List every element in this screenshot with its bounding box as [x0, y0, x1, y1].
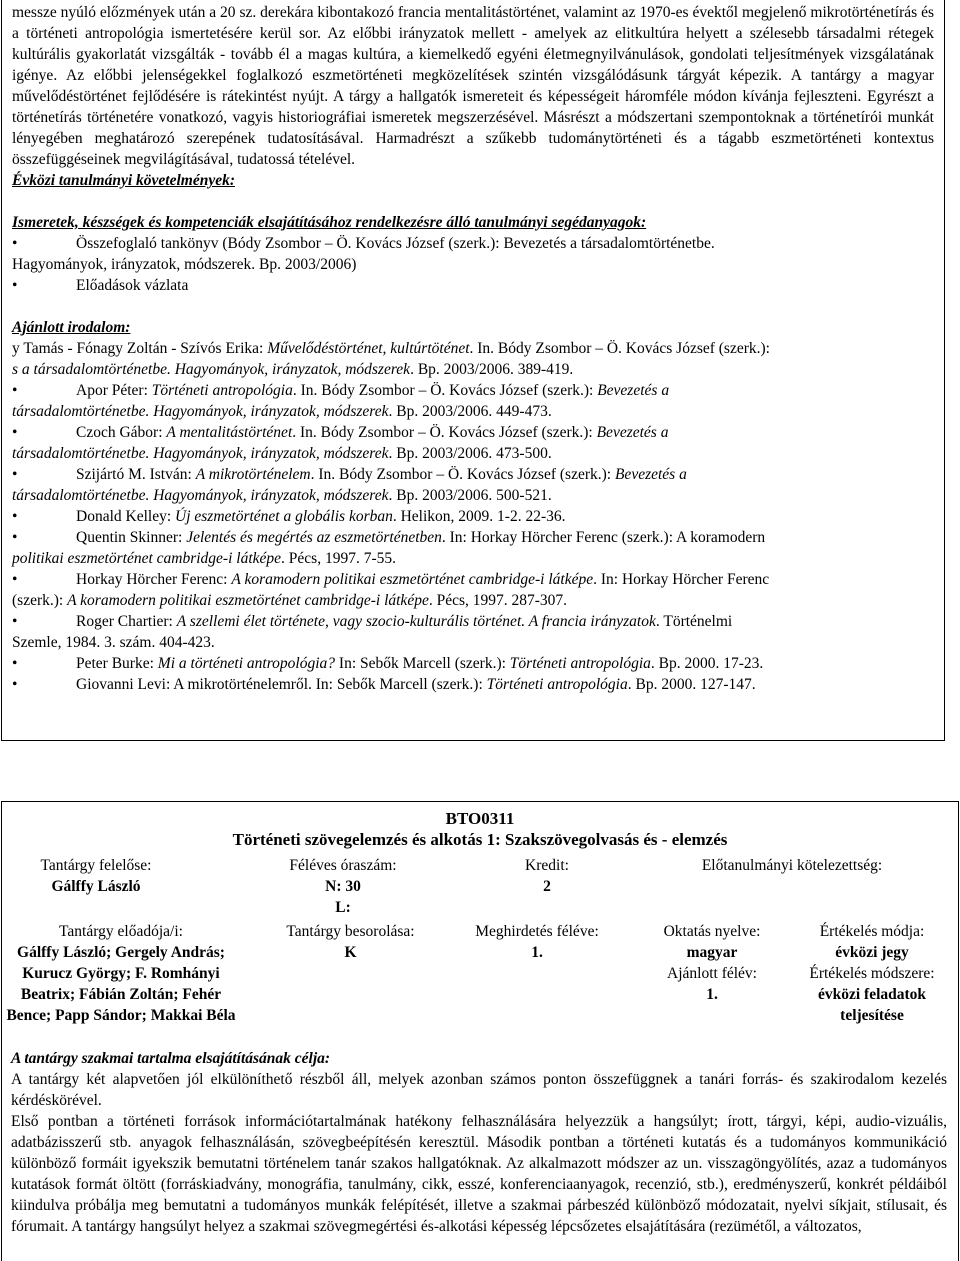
literature-item: • Peter Burke: Mi a történeti antropológia? In: Sebők Marcell (szerk.): Történeti antropológia. Bp. 2000. 17-23.: [12, 655, 764, 672]
evaluation-cell: [797, 921, 947, 1026]
semester-value: 1.: [531, 944, 543, 961]
evaluation-method-value: évközi feladatok teljesítése: [817, 986, 927, 1024]
literature-item-cut: y Tamás - Fónagy Zoltán - Szívós Erika: Művelődéstörténet, kultúrtöténet. In. Bódy Zsombor – Ö. Kovács József (szerk.):: [12, 340, 770, 357]
aids-heading: Ismeretek, készségek és kompetenciák elsajátításához rendelkezésre álló tanulmányi segédanyagok:: [12, 214, 647, 231]
evaluation-value: évközi jegy: [835, 944, 909, 961]
literature-item-cut-continued: s a társadalomtörténetbe. Hagyományok, irányzatok, módszerek. Bp. 2003/2006. 389-419.: [12, 361, 574, 378]
responsible-value: Gálffy László: [51, 878, 141, 895]
credit-label: Kredit:: [525, 857, 569, 874]
literature-item: • Szijártó M. István: A mikrotörténelem. In. Bódy Zsombor – Ö. Kovács József (szerk.): Bevezetés a: [12, 466, 687, 483]
hours-cell: [268, 855, 418, 918]
literature-item-continued: (szerk.): A koramodern politikai eszmetörténet cambridge-i látképe. Pécs, 1997. 287-307.: [12, 592, 568, 609]
literature-item: • Horkay Hörcher Ferenc: A koramodern politikai eszmetörténet cambridge-i látképe. In: Horkay Hörcher Ferenc: [12, 571, 770, 588]
literature-heading: Ajánlott irodalom:: [12, 319, 131, 336]
goal-paragraph: Első pontban a történeti források információtartalmának hatékony felhasználására helyezzük a hangsúlyt; írott, tárgyi, képi, audio-vizuális, adatbázisszerű stb. anyagok felhasználásán, szövegbeépítésén keresztül. Második pontban a történeti kutatás és a tudományos kommunikáció különböző formáit igyekszik bemutatni történelem tanár szakos hallgatóknak. Az alkalmazott módszer az un. visszagöngyölítés, azaz a tudományos kutatások formát öltött (forráskiadvány, monográfia, tanulmány, cikk, esszé, konferenciaanyagok, recenzió, stb.), eredményszerű, konkrét példáiból kiindulva próbálja meg bemutatni a tudományos munkák felépítését, illetve a szakmai párbeszéd különböző módozatait, nyelvi síkjait, stílusait, és fórumait. A tantárgy hangsúlyt helyez a szakmai szövegmegértési és-alkotási képesség lépcsőzetes elsajátítására (rezümétől, a változatos,: [11, 1113, 947, 1235]
aid-item-continued: Hagyományok, irányzatok, módszerek. Bp. 2003/2006): [12, 256, 357, 273]
course-sheet: [1, 801, 959, 1261]
language-label: Oktatás nyelve:: [663, 923, 761, 940]
hours-l: L:: [335, 899, 351, 916]
teacher-label: Tantárgy előadója/i:: [59, 923, 183, 940]
credit-value: 2: [543, 878, 551, 895]
literature-item-continued: társadalomtörténetbe. Hagyományok, irányzatok, módszerek. Bp. 2003/2006. 473-500.: [12, 445, 552, 462]
goal-heading: A tantárgy szakmai tartalma elsajátításának célja:: [11, 1050, 331, 1067]
semester-cell: [457, 921, 617, 963]
course-title: Történeti szövegelemzés és alkotás 1: Szakszövegolvasás és - elemzés: [232, 830, 728, 849]
responsible-cell: [10, 855, 182, 897]
requirements-heading: Évközi tanulmányi követelmények:: [12, 172, 236, 189]
literature-item: • Czoch Gábor: A mentalitástörténet. In. Bódy Zsombor – Ö. Kovács József (szerk.): Bevezetés a: [12, 424, 669, 441]
hours-label: Féléves óraszám:: [289, 857, 397, 874]
teacher-cell: [6, 921, 236, 1026]
evaluation-method-label: Értékelés módszere:: [809, 965, 935, 982]
prereq-label: Előtanulmányi kötelezettség:: [701, 857, 883, 874]
responsible-label: Tantárgy felelőse:: [40, 857, 152, 874]
literature-item-continued: politikai eszmetörténet cambridge-i látképe. Pécs, 1997. 7-55.: [12, 550, 396, 567]
aid-item: • Összefoglaló tankönyv (Bódy Zsombor – Ö. Kovács József (szerk.): Bevezetés a társadalomtörténetbe.: [12, 235, 715, 252]
intro-paragraph: messze nyúló előzmények után a 20 sz. derekára kibontakozó francia mentalitástörténet, valamint az 1970-es évektől megjelenő mikrotörténetírás és a történeti antropológia ismertetésére kerül sor. Az előbbi irányzatok mellett - amelyek az elitkultúra helyett a szélesebb társadalmi rétegek kultúrális gyakorlatát vizsgálták - tovább él a magas kultúra, a kiemelkedő egyéni életmegnyilvánulások, gondolati teljesítmények vizsgálatának igénye. Az előbbi jelenségekkel foglalkozó eszmetörténeti megközelítések szintén vizsgálódásunk tárgyát képezik. A tantárgy a magyar művelődéstörténet fejlődésére is rátekintést nyújt. A tárgy a hallgatók ismereteit és képességeit háromféle módon kívánja fejleszteni. Egyrészt a történetírás történetére vonatkozó, vagyis historiográfiai ismeretek megszerzésével. Másrészt a módszertani szempontoknak a történetírói munkát lényegében meghatározó szerepének tudatosításával. Harmadrészt a szűkebb tudománytörténeti és a tágabb eszmetörténeti kontextus összefüggéseinek megvilágításával, tudatossá tételével.: [12, 4, 934, 168]
spacer: [12, 191, 934, 212]
classification-label: Tantárgy besorolása:: [286, 923, 415, 940]
aid-item: • Előadások vázlata: [12, 277, 189, 294]
goal-text: [11, 1069, 947, 1237]
recommended-label: Ajánlott félév:: [667, 965, 757, 982]
credit-cell: [502, 855, 592, 897]
semester-label: Meghirdetés féléve:: [475, 923, 599, 940]
classification-value: K: [344, 944, 357, 961]
goal-paragraph: A tantárgy két alapvetően jól elkülöníthető részből áll, melyek azonban számos ponton összefüggnek a tanári forrás- és szakirodalom kezelés kérdéskörével.: [11, 1071, 947, 1109]
hours-n: N: 30: [325, 878, 361, 895]
spacer: [12, 296, 934, 317]
prereq-cell: [682, 855, 902, 876]
literature-item-continued: Szemle, 1984. 3. szám. 404-423.: [12, 634, 215, 651]
literature-item: • Apor Péter: Történeti antropológia. In. Bódy Zsombor – Ö. Kovács József (szerk.): Bevezetés a: [12, 382, 670, 399]
literature-item: • Giovanni Levi: A mikrotörténelemről. In: Sebők Marcell (szerk.): Történeti antropológia. Bp. 2000. 127-147.: [12, 676, 756, 693]
evaluation-label: Értékelés módja:: [819, 923, 925, 940]
literature-item-continued: társadalomtörténetbe. Hagyományok, irányzatok, módszerek. Bp. 2003/2006. 449-473.: [12, 403, 552, 420]
language-cell: [647, 921, 777, 1005]
upper-content-box: [1, 0, 945, 741]
literature-item: • Donald Kelley: Új eszmetörténet a globális korban. Helikon, 2009. 1-2. 22-36.: [12, 508, 566, 525]
teacher-value: Gálffy László; Gergely András; Kurucz György; F. Romhányi Beatrix; Fábián Zoltán; Fehér Bence; Papp Sándor; Makkai Béla: [6, 944, 236, 1024]
course-code: BTO0311: [445, 809, 515, 828]
language-value: magyar: [686, 944, 738, 961]
literature-item: • Quentin Skinner: Jelentés és megértés az eszmetörténetben. In: Horkay Hörcher Ferenc (szerk.): A koramodern: [12, 529, 766, 546]
recommended-value: 1.: [706, 986, 718, 1003]
literature-item-continued: társadalomtörténetbe. Hagyományok, irányzatok, módszerek. Bp. 2003/2006. 500-521.: [12, 487, 552, 504]
classification-cell: [268, 921, 433, 963]
literature-item: • Roger Chartier: A szellemi élet története, vagy szocio-kulturális történet. A francia irányzatok. Történelmi: [12, 613, 733, 630]
